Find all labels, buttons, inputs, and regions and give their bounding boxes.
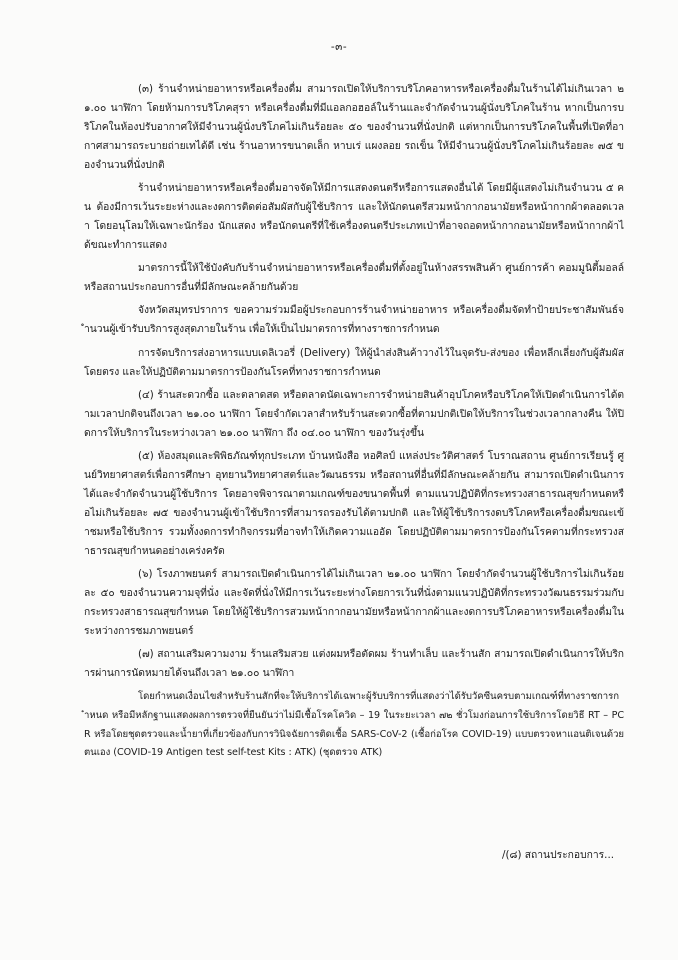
paragraph-tattoo-conditions: โดยกำหนดเงื่อนไขสำหรับร้านสักที่จะให้บริการได้เฉพาะผู้รับบริการที่แสดงว่าได้รับวัคซีนครบตามเกณฑ์ที่ทางราชการกำหนด หรือมีหลักฐานแสดงผลการตรวจที่ยืนยันว่าไม่มีเชื้อโรคโควิด – 19 ในระยะเวลา ๗๒ ชั่วโมงก่อนการใช้บริการโดยวิธี RT – PCR หรือโดยชุดตรวจและน้ำยาที่เกี่ยวข้องกับการวินิจฉัยการติดเชื้อ SARS-CoV-2 (เชื้อก่อโรค COVID-19) แบบตรวจหาแอนติเจนด้วยตนเอง (COVID-19 Antigen test self-test Kits : ATK) (ชุดตรวจ ATK)	[84, 690, 624, 759]
paragraph-music-performance: ร้านจำหน่ายอาหารหรือเครื่องดื่มอาจจัดให้มีการแสดงดนตรีหรือการแสดงอื่นได้ โดยมีผู้แสดงไม่เกินจำนวน ๕ คน ต้องมีการเว้นระยะห่างและงดการติดต่อสัมผัสกับผู้ใช้บริการ และให้นักดนตรีสวมหน้ากากอนามัยหรือหน้ากากผ้าตลอดเวลา โดยอนุโลมให้เฉพาะนักร้อง นักแสดง หรือนักดนตรีที่ใช้เครื่องดนตรีประเภทเป่าที่อาจถอดหน้ากากอนามัยหรือหน้ากากผ้าได้ขณะทำการแสดง	[84, 182, 624, 251]
paragraph-beauty-salons: (๗) สถานเสริมความงาม ร้านเสริมสวย แต่งผมหรือตัดผม ร้านทำเล็บ และร้านสัก สามารถเปิดดำเนินการให้บริการผ่านการนัดหมายได้จนถึงเวลา ๒๑.๐๐ นาฬิกา	[84, 648, 624, 680]
page-number: -๓-	[330, 41, 348, 53]
paragraph-delivery: การจัดบริการส่งอาหารแบบเดลิเวอรี่ (Delivery) ให้ผู้นำส่งสินค้าวางไว้ในจุดรับ-ส่งของ เพื่อหลีกเลี่ยงกับผู้สัมผัสโดยตรง และให้ปฏิบัติตามมาตรการป้องกันโรคที่ทางราชการกำหนด	[84, 346, 624, 378]
document-body	[84, 80, 624, 768]
paragraph-mall-applicability: มาตรการนี้ให้ใช้บังคับกับร้านจำหน่ายอาหารหรือเครื่องดื่มที่ตั้งอยู่ในห้างสรรพสินค้า ศูนย์การค้า คอมมูนิตี้มอลล์ หรือสถานประกอบการอื่นที่มีลักษณะคล้ายกันด้วย	[84, 262, 624, 294]
paragraph-convenience-store: (๔) ร้านสะดวกซื้อ และตลาดสด หรือตลาดนัดเฉพาะการจำหน่ายสินค้าอุปโภคหรือบริโภคให้เปิดดำเนินการได้ตามเวลาปกติจนถึงเวลา ๒๑.๐๐ นาฬิกา โดยจำกัดเวลาสำหรับร้านสะดวกซื้อที่ตามปกติเปิดให้บริการในช่วงเวลากลางคืน ให้ปิดการให้บริการในระหว่างเวลา ๒๑.๐๐ นาฬิกา ถึง ๐๔.๐๐ นาฬิกา ของวันรุ่งขึ้น	[84, 389, 624, 439]
continuation-marker: /(๘) สถานประกอบการ...	[502, 849, 614, 861]
paragraph-restaurant-service: (๓) ร้านจำหน่ายอาหารหรือเครื่องดื่ม สามารถเปิดให้บริการบริโภคอาหารหรือเครื่องดื่มในร้านได้ไม่เกินเวลา ๒๑.๐๐ นาฬิกา โดยห้ามการบริโภคสุรา หรือเครื่องดื่มที่มีแอลกอฮอล์ในร้านและจำกัดจำนวนผู้นั่งบริโภคในร้าน หากเป็นการบริโภคในห้องปรับอากาศให้มีจำนวนผู้นั่งบริโภคไม่เกินร้อยละ ๕๐ ของจำนวนที่นั่งปกติ แต่หากเป็นการบริโภคในพื้นที่เปิดที่อากาศสามารถระบายถ่ายเทได้ดี เช่น ร้านอาหารขนาดเล็ก หาบเร่ แผงลอย รถเข็น ให้มีจำนวนผู้นั่งบริโภคไม่เกินร้อยละ ๗๕ ของจำนวนที่นั่งปกติ	[84, 83, 624, 171]
paragraph-libraries-museums: (๕) ห้องสมุดและพิพิธภัณฑ์ทุกประเภท บ้านหนังสือ หอศิลป์ แหล่งประวัติศาสตร์ โบราณสถาน ศูนย์การเรียนรู้ ศูนย์วิทยาศาสตร์เพื่อการศึกษา อุทยานวิทยาศาสตร์และวัฒนธรรม หรือสถานที่อื่นที่มีลักษณะคล้ายกัน สามารถเปิดดำเนินการได้และจำกัดจำนวนผู้ใช้บริการ โดยอาจพิจารณาตามเกณฑ์ของขนาดพื้นที่ ตามแนวปฏิบัติที่กระทรวงสาธารณสุขกำหนดหรือไม่เกินร้อยละ ๗๕ ของจำนวนผู้เข้าใช้บริการที่สามารถรองรับได้ตามปกติ และให้ผู้ใช้บริการงดบริโภคหรือเครื่องดื่มขณะเข้าชมหรือใช้บริการ รวมทั้งงดการทำกิจกรรมที่อาจทำให้เกิดความแออัด โดยปฏิบัติตามมาตรการป้องกันโรคตามที่กระทรวงสาธารณสุขกำหนดอย่างเคร่งครัด	[84, 450, 624, 557]
paragraph-cinemas: (๖) โรงภาพยนตร์ สามารถเปิดดำเนินการได้ไม่เกินเวลา ๒๑.๐๐ นาฬิกา โดยจำกัดจำนวนผู้ใช้บริการไม่เกินร้อยละ ๕๐ ของจำนวนความจุที่นั่ง และจัดที่นั่งให้มีการเว้นระยะห่างโดยการเว้นที่นั่งตามแนวปฏิบัติที่กระทรวงวัฒนธรรมร่วมกับกระทรวงสาธารณสุขกำหนด โดยให้ผู้ใช้บริการสวมหน้ากากอนามัยหรือหน้ากากผ้าและงดการบริโภคอาหารหรือเครื่องดื่มในระหว่างการชมภาพยนตร์	[84, 568, 624, 637]
paragraph-capacity-signage: จังหวัดสมุทรปราการ ขอความร่วมมือผู้ประกอบการร้านจำหน่ายอาหาร หรือเครื่องดื่มจัดทำป้ายประชาสัมพันธ์จำนวนผู้เข้ารับบริการสูงสุดภายในร้าน เพื่อให้เป็นไปมาตรการที่ทางราชการกำหนด	[84, 304, 624, 336]
